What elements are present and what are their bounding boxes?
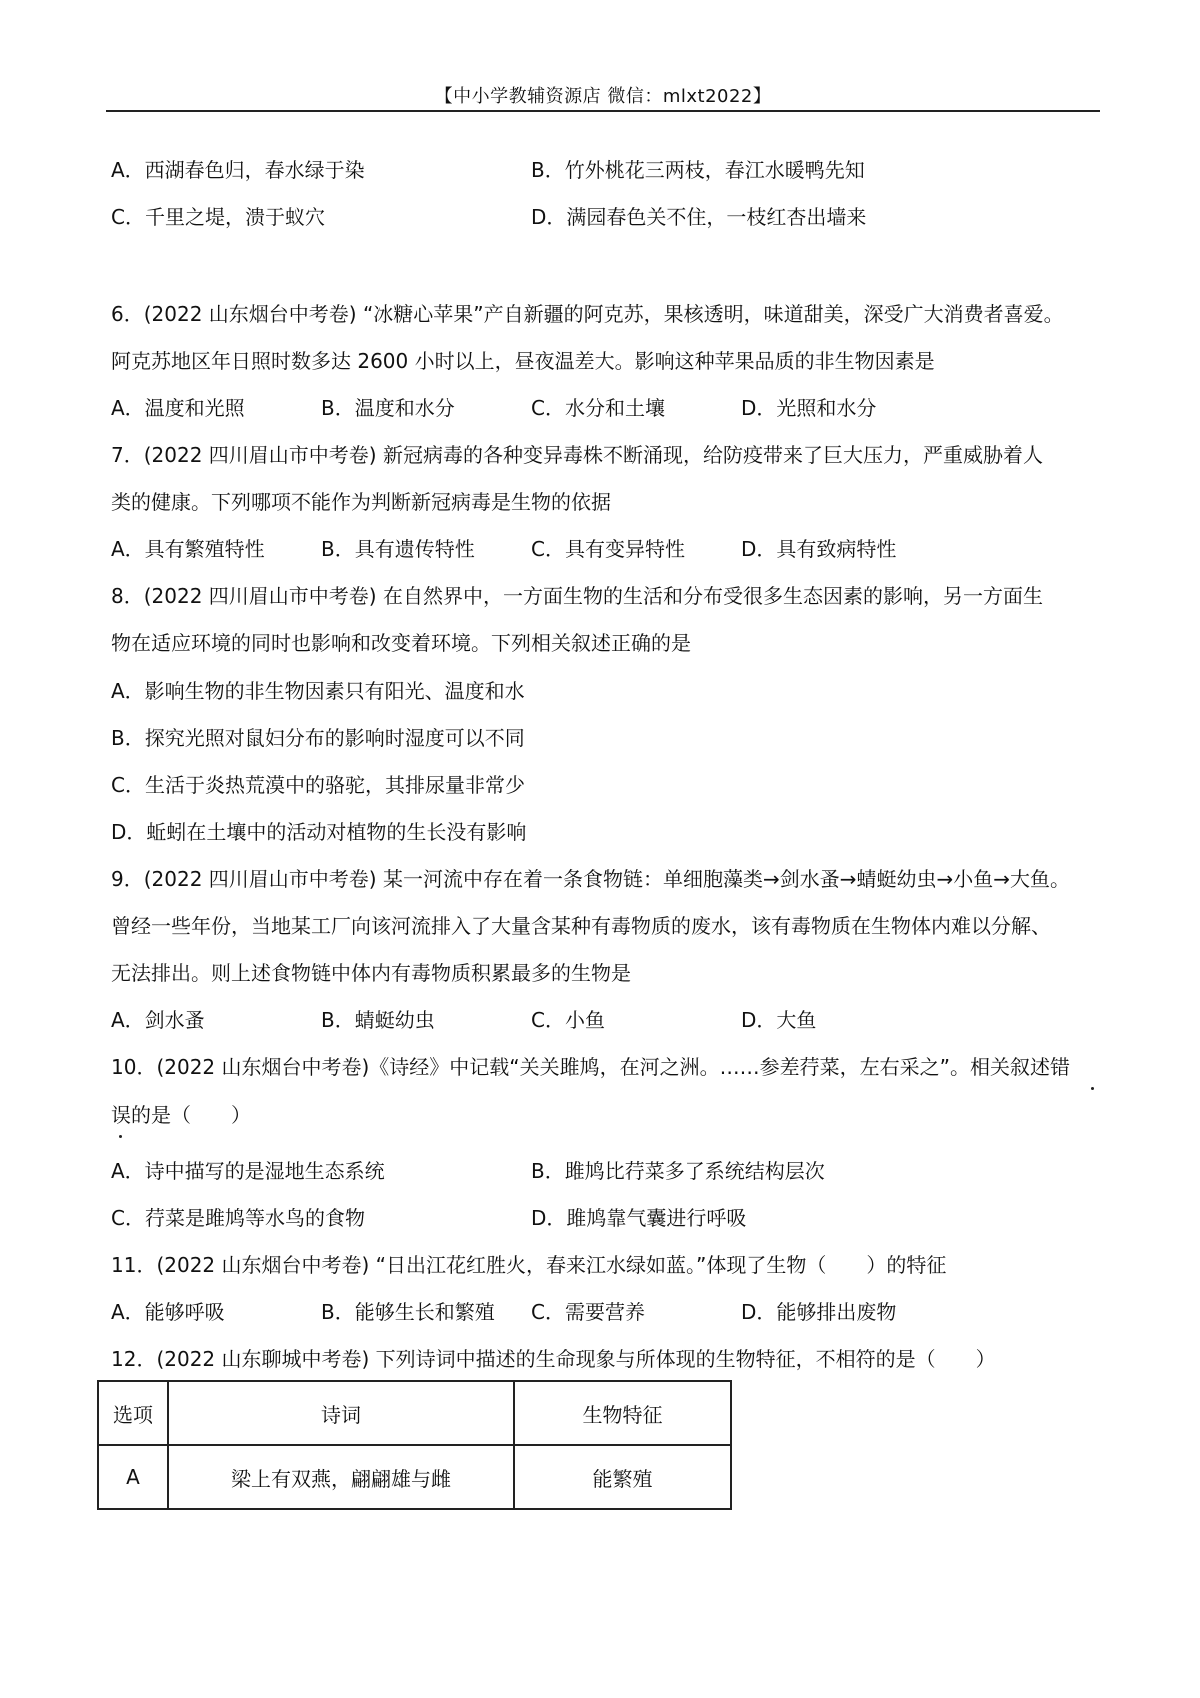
- table-cell: 能繁殖: [514, 1445, 731, 1509]
- q11-option-d: D．能够排出废物: [741, 1300, 897, 1324]
- q11-option-c: C．需要营养: [531, 1300, 645, 1324]
- q7-stem-line-1: 7．(2022 四川眉山市中考卷) 新冠病毒的各种变异毒株不断涌现，给防疫带来了巨大压力，严重威胁着人: [111, 443, 1043, 467]
- table-cell: 梁上有双燕，翩翩雄与雌: [168, 1445, 514, 1509]
- table-header-cell: 诗词: [168, 1381, 514, 1445]
- q7-option-d: D．具有致病特性: [741, 537, 897, 561]
- q9-option-a: A．剑水蚤: [111, 1008, 205, 1032]
- q7-option-a: A．具有繁殖特性: [111, 537, 265, 561]
- q11-option-b: B．能够生长和繁殖: [321, 1300, 495, 1324]
- table-cell: A: [98, 1445, 168, 1509]
- q12-stem-line-1: 12．(2022 山东聊城中考卷) 下列诗词中描述的生命现象与所体现的生物特征，不相符的是（ ）: [111, 1347, 996, 1371]
- q5-option-c: C．千里之堤，溃于蚁穴: [111, 205, 325, 229]
- q6-option-b: B．温度和水分: [321, 396, 455, 420]
- q5-option-d: D．满园春色关不住，一枝红杏出墙来: [531, 205, 867, 229]
- q10-option-a: A．诗中描写的是湿地生态系统: [111, 1159, 385, 1183]
- q12-table: [97, 1380, 732, 1510]
- q8-stem-line-1: 8．(2022 四川眉山市中考卷) 在自然界中，一方面生物的生活和分布受很多生态因素的影响，另一方面生: [111, 584, 1043, 608]
- q8-option-b: B．探究光照对鼠妇分布的影响时湿度可以不同: [111, 726, 525, 750]
- q8-option-a: A．影响生物的非生物因素只有阳光、温度和水: [111, 679, 525, 703]
- q10-option-d: D．雎鸠靠气囊进行呼吸: [531, 1206, 747, 1230]
- q5-option-a: A．西湖春色归，春水绿于染: [111, 158, 365, 182]
- table-header-cell: 生物特征: [514, 1381, 731, 1445]
- q10-stem-line-2: 误的是（ ）: [111, 1103, 251, 1127]
- q6-stem-line-1: 6．(2022 山东烟台中考卷) “冰糖心苹果”产自新疆的阿克苏，果核透明，味道甜美，深受广大消费者喜爱。: [111, 302, 1064, 326]
- q9-option-b: B．蜻蜓幼虫: [321, 1008, 435, 1032]
- header-divider: [106, 110, 1100, 112]
- q10-option-c: C．荇菜是雎鸠等水鸟的食物: [111, 1206, 365, 1230]
- q6-stem-line-2: 阿克苏地区年日照时数多达 2600 小时以上，昼夜温差大。影响这种苹果品质的非生物因素是: [111, 349, 935, 373]
- q8-stem-line-2: 物在适应环境的同时也影响和改变着环境。下列相关叙述正确的是: [111, 631, 691, 655]
- q7-option-c: C．具有变异特性: [531, 537, 685, 561]
- q8-option-c: C．生活于炎热荒漠中的骆驼，其排尿量非常少: [111, 773, 525, 797]
- q9-stem-line-2: 曾经一些年份，当地某工厂向该河流排入了大量含某种有毒物质的废水，该有毒物质在生物体内难以分解、: [111, 914, 1051, 938]
- q6-option-c: C．水分和土壤: [531, 396, 665, 420]
- q8-option-d: D．蚯蚓在土壤中的活动对植物的生长没有影响: [111, 820, 527, 844]
- emphasis-dot: [1091, 1087, 1094, 1090]
- q7-stem-line-2: 类的健康。下列哪项不能作为判断新冠病毒是生物的依据: [111, 490, 611, 514]
- q10-stem-line-1: 10．(2022 山东烟台中考卷)《诗经》中记载“关关雎鸠，在河之洲。……参差荇菜，左右采之”。相关叙述错: [111, 1055, 1071, 1079]
- table-header-row: [98, 1381, 731, 1445]
- q11-option-a: A．能够呼吸: [111, 1300, 225, 1324]
- q6-option-a: A．温度和光照: [111, 396, 245, 420]
- table-row: [98, 1445, 731, 1509]
- q9-stem-line-1: 9．(2022 四川眉山市中考卷) 某一河流中存在着一条食物链：单细胞藻类→剑水蚤→蜻蜓幼虫→小鱼→大鱼。: [111, 867, 1070, 891]
- q6-option-d: D．光照和水分: [741, 396, 877, 420]
- q7-option-b: B．具有遗传特性: [321, 537, 475, 561]
- q11-stem-line-1: 11．(2022 山东烟台中考卷) “日出江花红胜火，春来江水绿如蓝。”体现了生物（ ）的特征: [111, 1253, 947, 1277]
- q9-stem-line-3: 无法排出。则上述食物链中体内有毒物质积累最多的生物是: [111, 961, 631, 985]
- page-header: 【中小学教辅资源店 微信：mlxt2022】: [434, 86, 772, 107]
- emphasis-dot: [119, 1135, 122, 1138]
- table-header-cell: 选项: [98, 1381, 168, 1445]
- q5-option-b: B．竹外桃花三两枝，春江水暖鸭先知: [531, 158, 865, 182]
- q9-option-d: D．大鱼: [741, 1008, 817, 1032]
- q10-option-b: B．雎鸠比荇菜多了系统结构层次: [531, 1159, 825, 1183]
- q9-option-c: C．小鱼: [531, 1008, 605, 1032]
